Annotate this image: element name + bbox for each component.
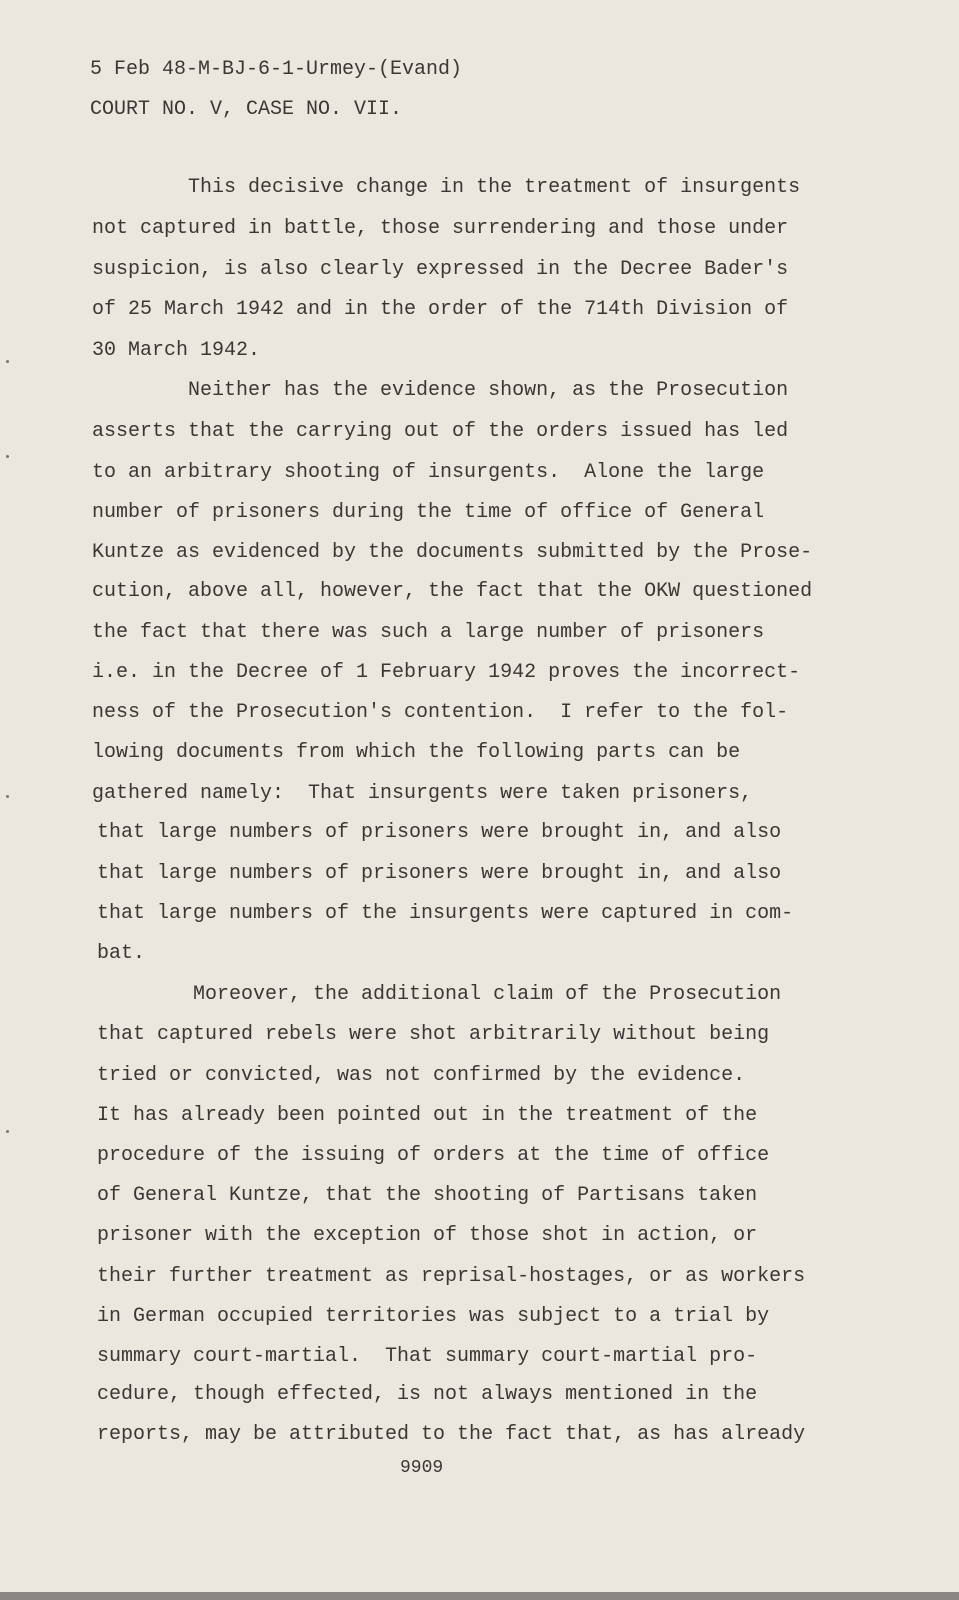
body-line: reports, may be attributed to the fact that, as has already [97,1423,806,1446]
body-line: that large numbers of prisoners were brought in, and also [97,862,782,885]
header-reference: 5 Feb 48-M-BJ-6-1-Urmey-(Evand) [90,58,463,81]
margin-mark [6,360,9,363]
body-line: Kuntze as evidenced by the documents submitted by the Prose- [92,541,813,564]
body-line: not captured in battle, those surrendering and those under [92,217,789,240]
body-line: that captured rebels were shot arbitrarily without being [97,1023,770,1046]
body-line: cution, above all, however, the fact that the OKW questioned [92,580,813,603]
body-line: their further treatment as reprisal-hostages, or as workers [97,1265,806,1288]
body-line: number of prisoners during the time of office of General [92,501,765,524]
scan-edge [0,1592,959,1600]
body-line: that large numbers of prisoners were brought in, and also [97,821,782,844]
body-line: prisoner with the exception of those shot in action, or [97,1224,758,1247]
body-line: bat. [97,942,146,965]
body-line: cedure, though effected, is not always mentioned in the [97,1383,758,1406]
body-line: It has already been pointed out in the treatment of the [97,1104,758,1127]
body-line: Neither has the evidence shown, as the Prosecution [92,379,789,402]
body-line: of 25 March 1942 and in the order of the 714th Division of [92,298,789,321]
body-line: the fact that there was such a large number of prisoners [92,621,765,644]
body-line: in German occupied territories was subject to a trial by [97,1305,770,1328]
page-number: 9909 [400,1458,444,1478]
body-line: i.e. in the Decree of 1 February 1942 proves the incorrect- [92,661,801,684]
body-line: that large numbers of the insurgents were captured in com- [97,902,794,925]
body-line: gathered namely: That insurgents were taken prisoners, [92,782,753,805]
body-line: to an arbitrary shooting of insurgents. Alone the large [92,461,765,484]
body-line: of General Kuntze, that the shooting of Partisans taken [97,1184,758,1207]
margin-mark [6,795,9,798]
body-line: summary court-martial. That summary court-martial pro- [97,1345,758,1368]
body-line: procedure of the issuing of orders at the time of office [97,1144,770,1167]
body-line: Moreover, the additional claim of the Prosecution [97,983,782,1006]
body-line: lowing documents from which the following parts can be [92,741,741,764]
margin-mark [6,455,9,458]
body-line: 30 March 1942. [92,339,261,362]
header-court-case: COURT NO. V, CASE NO. VII. [90,98,403,121]
body-line: ness of the Prosecution's contention. I refer to the fol- [92,701,789,724]
body-line: suspicion, is also clearly expressed in the Decree Bader's [92,258,789,281]
body-line: tried or convicted, was not confirmed by the evidence. [97,1064,746,1087]
body-line: This decisive change in the treatment of insurgents [92,176,801,199]
body-line: asserts that the carrying out of the orders issued has led [92,420,789,443]
margin-mark [6,1130,9,1133]
